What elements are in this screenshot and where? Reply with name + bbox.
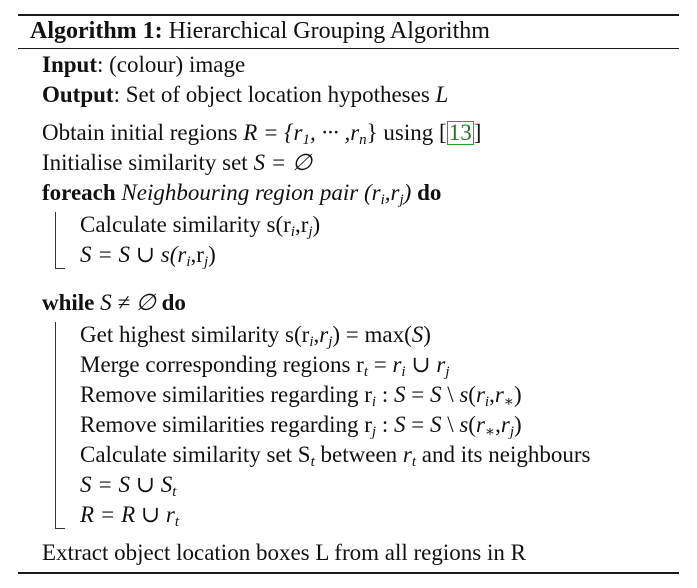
obtain-end: } using xyxy=(366,120,440,145)
foreach-condition: Neighbouring region pair xyxy=(121,180,359,205)
final-line: Extract object location boxes L from all regions in R xyxy=(42,540,526,565)
caption-rule xyxy=(18,48,679,49)
citation-number[interactable]: 13 xyxy=(448,120,472,145)
citation-link[interactable]: [13] xyxy=(439,120,482,145)
while-body-3: Remove similarities regarding $r_i$ : S = S \ $s(r_i,r_∗)$ xyxy=(80,382,522,410)
algorithm-caption xyxy=(30,16,490,46)
output-var: L xyxy=(435,82,449,107)
foreach-body-1: Calculate similarity $s(r_i,r_j)$ xyxy=(80,212,321,240)
while-body-5: Calculate similarity set $S_t$ between $r_t$ and its neighbours xyxy=(80,442,591,470)
output-line xyxy=(42,80,448,110)
output-label: Output xyxy=(42,82,114,107)
obtain-prefix: Obtain initial regions xyxy=(42,120,244,145)
foreach-do: do xyxy=(417,180,442,205)
input-label: Input xyxy=(42,52,97,77)
obtain-mid: , ··· ,r xyxy=(309,120,360,145)
input-line xyxy=(42,50,245,80)
foreach-line xyxy=(42,178,441,208)
init-math: S = ∅ xyxy=(253,150,312,175)
while-body-2: Merge corresponding regions $r_t = r_i$ ∪ $r_j$ xyxy=(80,352,450,380)
bottom-rule xyxy=(18,572,679,574)
foreach-body-2: S = S ∪ $s(r_i,r_j)$ xyxy=(80,242,216,270)
while-body-7: R = R ∪ $r_t$ xyxy=(80,502,180,530)
foreach-block-bar xyxy=(55,212,56,268)
while-condition: S ≠ ∅ xyxy=(100,290,156,315)
obtain-line: Obtain initial regions $R = \{r_1$, ··· $,r_n$} using [13] xyxy=(42,120,482,148)
while-keyword: while xyxy=(42,290,95,315)
while-block-bar xyxy=(55,322,56,528)
obtain-math: R = {r xyxy=(243,120,303,145)
while-body-1: Get highest similarity $s(r_i,r_j) = \max(S)$ xyxy=(80,322,431,350)
while-block-hook xyxy=(55,528,65,529)
output-text: : Set of object location hypotheses xyxy=(113,82,436,107)
init-prefix: Initialise similarity set xyxy=(42,150,254,175)
algorithm-label: Algorithm 1: xyxy=(30,18,163,44)
while-body-4: Remove similarities regarding $r_j$ : S = S \ $s(r_∗,r_j)$ xyxy=(80,412,522,440)
foreach-block-hook xyxy=(55,268,65,269)
input-text: : (colour) image xyxy=(96,52,246,77)
foreach-keyword: foreach xyxy=(42,180,116,205)
init-line xyxy=(42,148,312,178)
while-body-6: S = S ∪ $S_t$ xyxy=(80,472,177,500)
foreach-pair: $(r_i,r_j)$ xyxy=(364,180,412,208)
while-do: do xyxy=(161,290,186,315)
while-line xyxy=(42,288,186,318)
algorithm-title: Hierarchical Grouping Algorithm xyxy=(168,18,490,44)
